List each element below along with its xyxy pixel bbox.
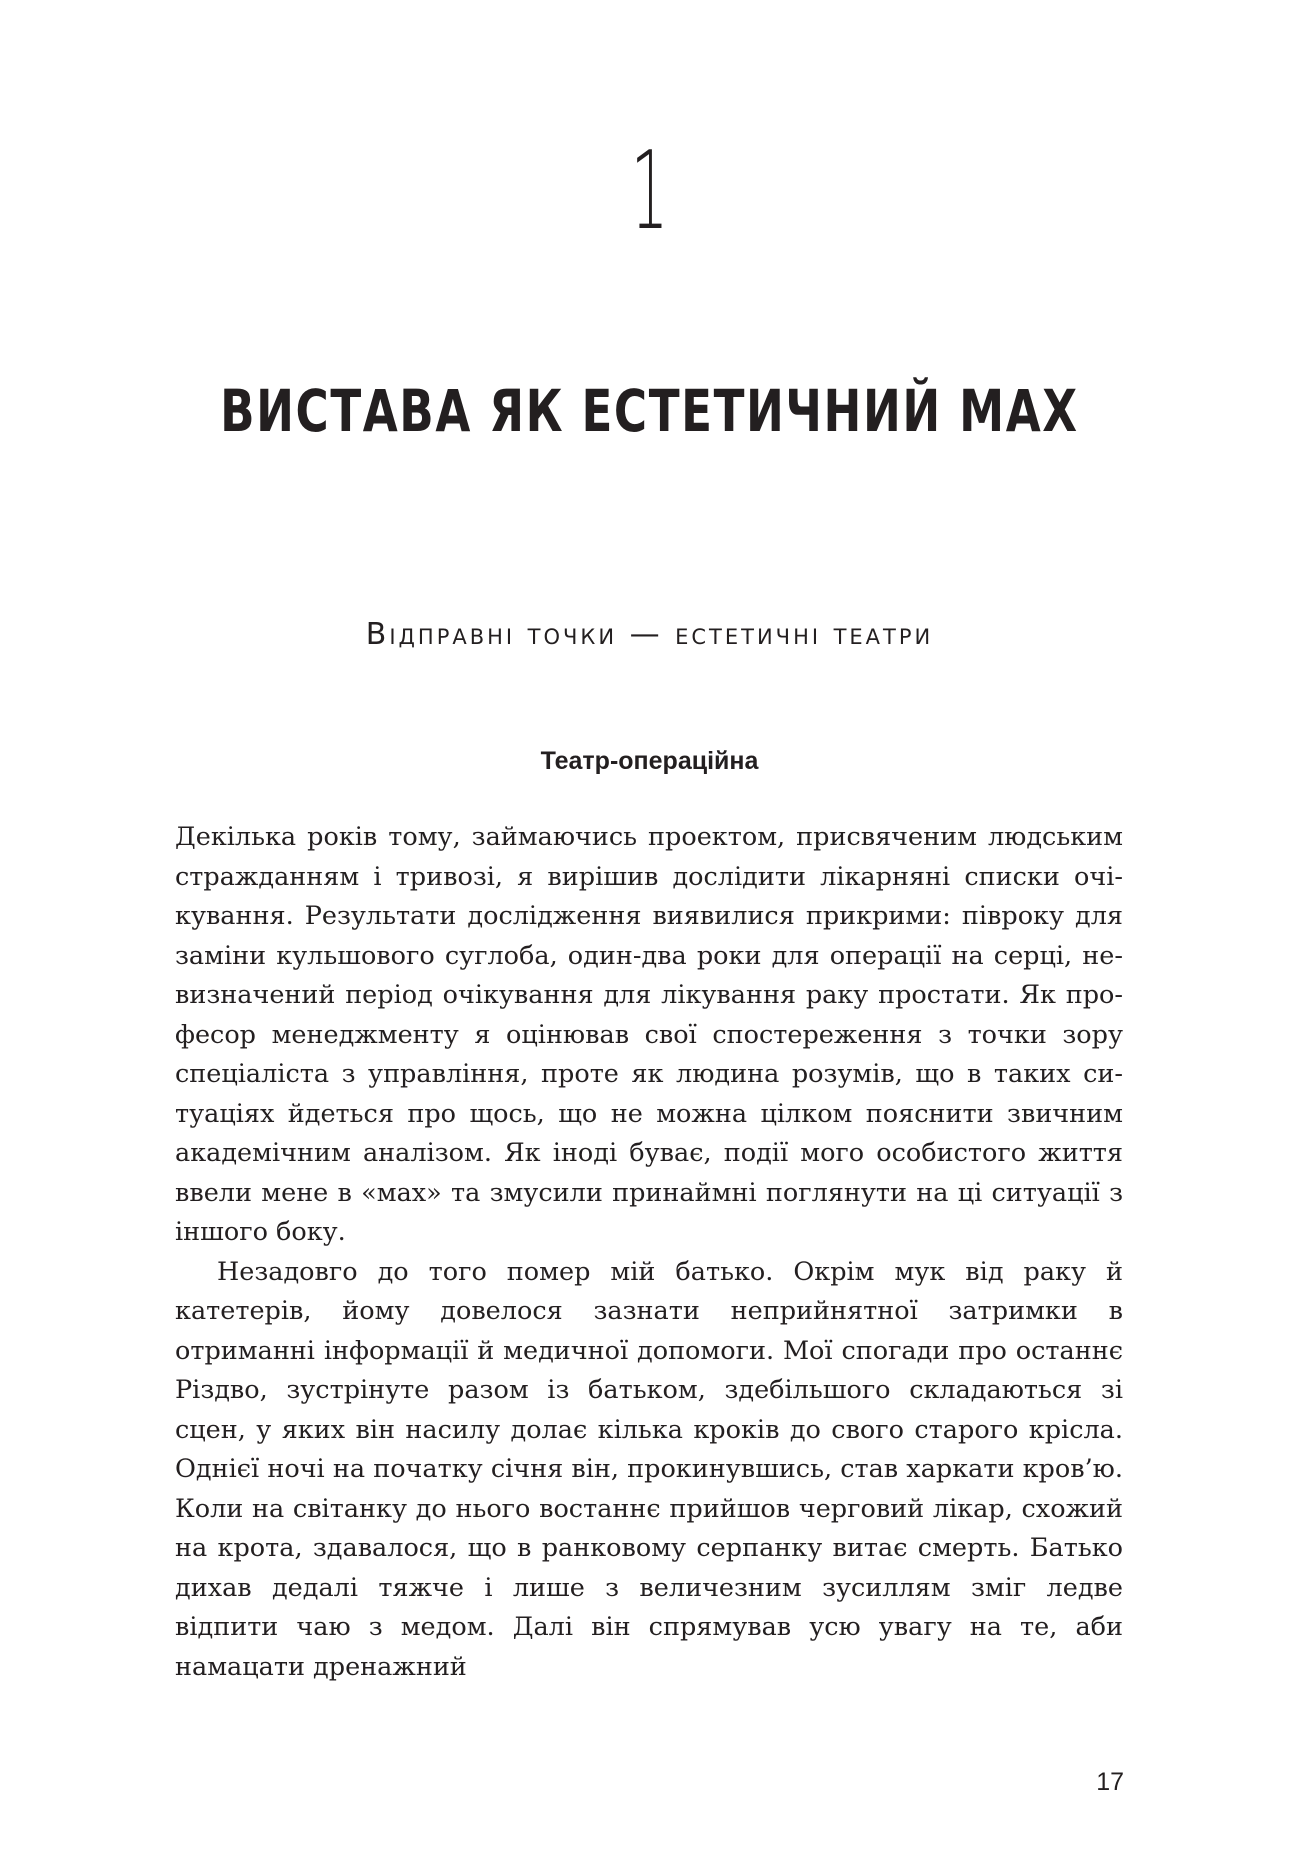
chapter-title-block: [0, 377, 1299, 445]
chapter-number: 1: [630, 129, 669, 254]
body-text: [175, 818, 1123, 1687]
subsection-title: Театр-операційна: [540, 747, 759, 775]
paragraph: Декілька років тому, займаючись проектом, присвяченим людським стражданням і тривозі, я вирішив дослідити лікарняні списки очікування. Результати дослідження виявилися прикрими: півроку для заміни кульшового суглоба, один-два роки для операції на серці, невизначений період очікування для лікування раку простати. Як професор менеджменту я оцінював свої спостереження з точки зору спеціаліста з управління, проте як людина розумів, що в таких ситуаціях йдеться про щось, що не можна цілком пояснити звичним академічним аналізом. Як іноді буває, події мого особистого життя ввели мене в «мах» та змусили принаймні поглянути на ці ситуації з іншого боку.: [175, 822, 1123, 1247]
page-number: 17: [1096, 1768, 1124, 1796]
chapter-title: ВИСТАВА ЯК ЕСТЕТИЧНИЙ МАХ: [220, 377, 1079, 445]
section-title: Відправні точки — естетичні театри: [365, 617, 934, 652]
paragraph: Незадовго до того помер мій батько. Окрім мук від раку й катетерів, йому довелося зазнати неприйнятної затримки в отриманні інформації й медичної допомоги. Мої спогади про останнє Різдво, зустрінуте разом із батьком, здебільшого складаються зі сцен, у яких він насилу долає кілька кроків до свого старого крісла. Однієї ночі на початку січня він, прокинувшись, став харкати кров’ю. Коли на світанку до нього востаннє прийшов черговий лікар, схожий на крота, здавалося, що в ранковому серпанку витає смерть. Батько дихав дедалі тяжче і лише з величезним зусиллям зміг ледве відпити чаю з медом. Далі він спрямував усю увагу на те, аби намацати дренажний: [175, 1256, 1123, 1682]
